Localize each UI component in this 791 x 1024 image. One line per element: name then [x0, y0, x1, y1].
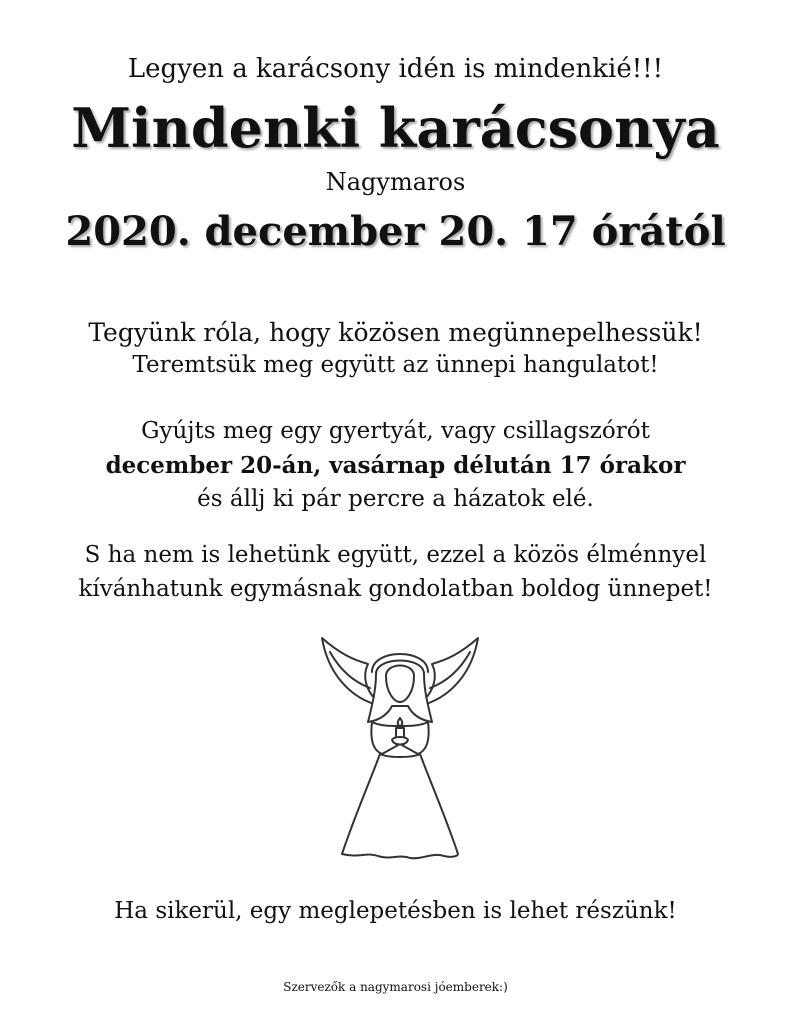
footer-note: Szervezők a nagymarosi jóemberek:)	[283, 980, 508, 994]
location: Nagymaros	[325, 168, 466, 196]
paragraph-3-line-2: kívánhatunk egymásnak gondolatban boldog ünnepet!	[78, 576, 713, 602]
paragraph-1-line-1: Tegyünk róla, hogy közösen megünnepelhessük!	[88, 318, 703, 347]
paragraph-2-line-3: és állj ki pár percre a házatok elé.	[197, 486, 594, 512]
paragraph-3-line-1: S ha nem is lehetünk együtt, ezzel a közös élménnyel	[84, 542, 707, 568]
event-date: 2020. december 20. 17 órától	[65, 208, 726, 255]
paragraph-2-line-1: Gyújts meg egy gyertyát, vagy csillagszórót	[141, 418, 650, 444]
tagline: Legyen a karácsony idén is mindenkié!!!	[127, 54, 664, 84]
page-title: Mindenki karácsonya	[71, 96, 720, 160]
paragraph-1-line-2: Teremtsük meg együtt az ünnepi hangulatot!	[132, 352, 659, 378]
closing-line: Ha sikerül, egy meglepetésben is lehet részünk!	[114, 898, 677, 924]
paragraph-2-line-2: december 20-án, vasárnap délután 17 órakor	[105, 452, 686, 479]
angel-icon	[310, 626, 490, 866]
